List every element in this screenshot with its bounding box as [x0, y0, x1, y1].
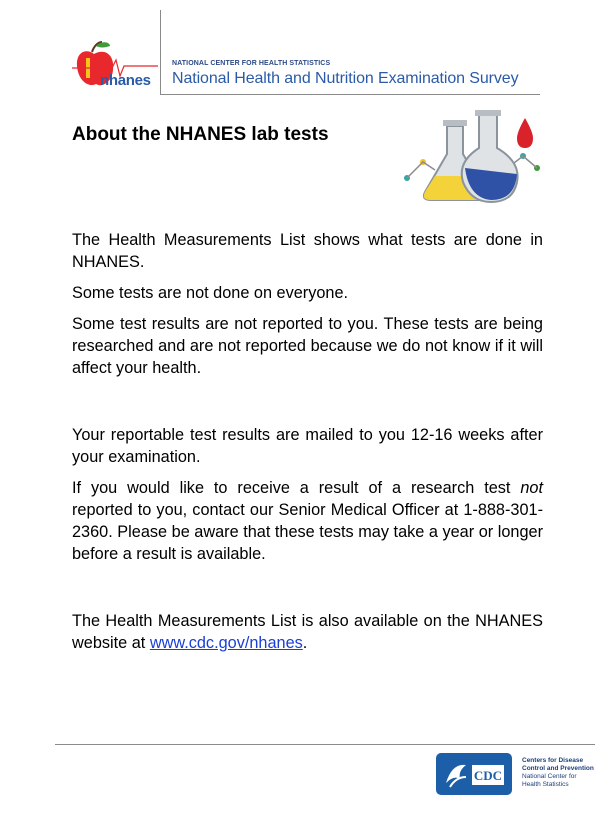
paragraph-website: The Health Measurements List is also available on the NHANES website at www.cdc.gov/nhanes. — [72, 612, 543, 652]
hhs-eagle-icon — [436, 753, 512, 795]
blood-drop-icon — [517, 118, 533, 148]
lab-flasks-icon — [395, 108, 545, 208]
paragraph-mailed-results: Your reportable test results are mailed to you 12-16 weeks after your examination. — [72, 426, 543, 466]
logo-wordmark: nhanes — [100, 72, 151, 89]
main-content — [72, 229, 543, 654]
cdc-agency-text: Centers for Disease Control and Prevention National Center for Health Statistics — [522, 757, 594, 788]
paragraph-measurements-list: The Health Measurements List shows what tests are done in NHANES. — [72, 231, 543, 271]
emphasis-not: not — [520, 479, 543, 497]
header-divider-horizontal — [160, 94, 540, 95]
nhanes-website-link[interactable]: www.cdc.gov/nhanes — [149, 634, 303, 652]
page-title: About the NHANES lab tests — [72, 124, 329, 145]
paragraph-not-everyone: Some tests are not done on everyone. — [72, 284, 349, 302]
cdc-logo — [436, 753, 512, 795]
paragraph-research-test: If you would like to receive a result of a research test not reported to you, contact our Senior Medical Officer at 1-888-301-2360. Please be aware that these tests may take a year or longer before a result is available. — [72, 479, 543, 563]
header-divider-vertical — [160, 10, 161, 95]
agency-name: National Health and Nutrition Examination Survey — [172, 70, 519, 87]
cdc-mark: CDC — [473, 768, 503, 783]
agency-small-caps: NATIONAL CENTER FOR HEALTH STATISTICS — [172, 60, 331, 67]
footer-divider — [55, 744, 595, 745]
paragraph-not-reported: Some test results are not reported to you. These tests are being researched and are not reported because we do not know if it will affect your health. — [72, 315, 543, 377]
page-header — [0, 0, 615, 100]
